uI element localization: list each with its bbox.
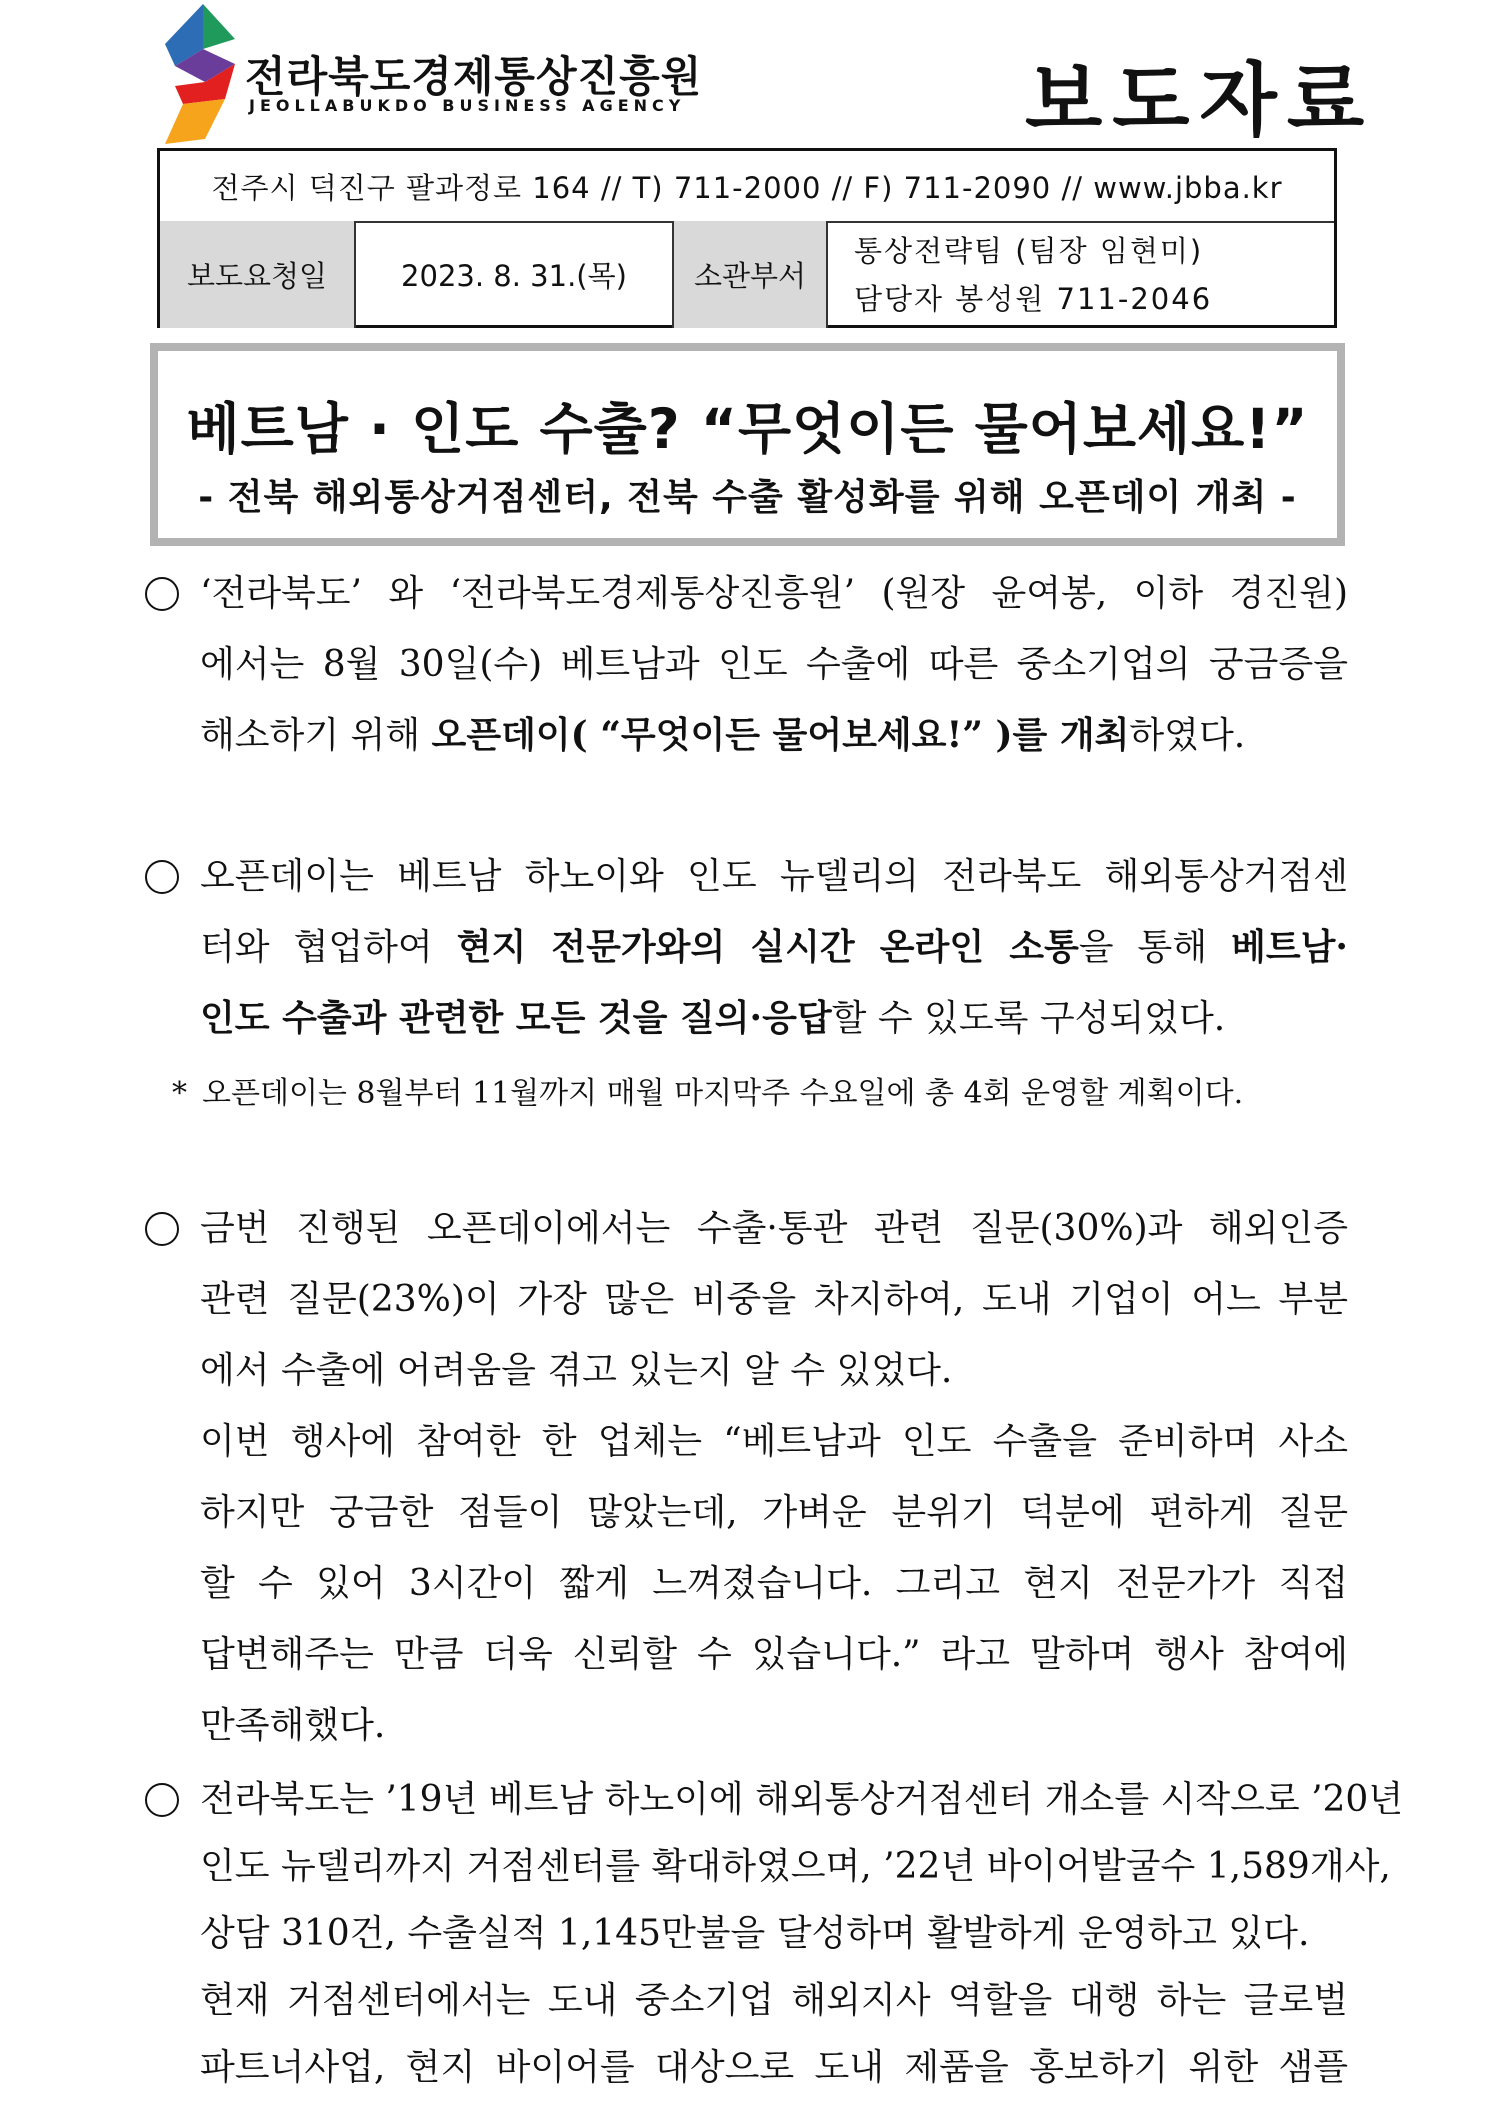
p1-line-3c: 하였다. xyxy=(1129,715,1246,756)
p4-line-5: 파트너사업, 현지 바이어를 대상으로 도내 제품을 홍보하기 위한 샘플 xyxy=(200,2047,1348,2088)
p2-line-2b: 현지 전문가와의 실시간 온라인 소통 xyxy=(456,926,1079,968)
p2-line-2d: 베트남· xyxy=(1231,926,1348,968)
p4-line-3: 상담 310건, 수출실적 1,145만불을 달성하며 활발하게 운영하고 있다. xyxy=(200,1913,1310,1954)
bullet-circle-icon xyxy=(145,860,179,894)
p2-line-3b: 할 수 있도록 구성되었다. xyxy=(831,998,1226,1039)
subhead: - 전북 해외통상거점센터, 전북 수출 활성화를 위해 오픈데이 개최 - xyxy=(198,477,1297,518)
p2-line-3 xyxy=(200,990,1348,1041)
headline: 베트남 · 인도 수출? “무엇이든 물어보세요!” xyxy=(186,397,1309,461)
p4-line-1: 전라북도는 ’19년 베트남 하노이에 해외통상거점센터 개소를 시작으로 ’20년 xyxy=(200,1779,1404,1820)
dept-label: 소관부서 xyxy=(674,221,828,328)
p4-line-2: 인도 뉴델리까지 거점센터를 확대하였으며, ’22년 바이어발굴수 1,589개사, xyxy=(200,1846,1391,1887)
p3-line-1: 금번 진행된 오픈데이에서는 수출·통관 관련 질문(30%)과 해외인증 xyxy=(200,1208,1348,1249)
p4-line-4: 현재 거점센터에서는 도내 중소기업 해외지사 역할을 대행 하는 글로벌 xyxy=(200,1980,1348,2021)
dept-info xyxy=(828,221,1334,328)
p2-note-text: 오픈데이는 8월부터 11월까지 매월 마지막주 수요일에 총 4회 운영할 계획이다. xyxy=(202,1076,1244,1111)
p3-line-2: 관련 질문(23%)이 가장 많은 비중을 차지하여, 도내 기업이 어느 부분 xyxy=(200,1279,1348,1320)
p2-line-2 xyxy=(200,919,1348,970)
dept-team: 통상전략팀 (팀장 임현미) xyxy=(854,234,1204,268)
doc-type-title: 보도자료 xyxy=(1025,54,1375,147)
info-table xyxy=(157,148,1337,328)
p2-line-2a: 터와 협업하여 xyxy=(200,927,457,968)
note-asterisk: * xyxy=(172,1076,187,1111)
p3-line-8: 만족해했다. xyxy=(200,1705,386,1746)
p3-line-3: 에서 수출에 어려움을 겪고 있는지 알 수 있었다. xyxy=(200,1350,953,1391)
p2-note xyxy=(172,1068,1243,1112)
agency-logo xyxy=(165,4,805,144)
p1-line-3 xyxy=(200,707,1348,758)
org-name-kr: 전라북도경제통상진흥원 xyxy=(245,52,703,101)
bullet-circle-icon xyxy=(145,577,179,611)
contact-line: 전주시 덕진구 팔과정로 164 // T) 711-2000 // F) 711-2090 // www.jbba.kr xyxy=(160,151,1334,223)
p3-line-6: 할 수 있어 3시간이 짧게 느껴졌습니다. 그리고 현지 전문가가 직접 xyxy=(200,1563,1348,1604)
bullet-circle-icon xyxy=(145,1783,179,1817)
p3-line-7: 답변해주는 만큼 더욱 신뢰할 수 있습니다.” 라고 말하며 행사 참여에 xyxy=(200,1634,1348,1675)
request-date-value: 2023. 8. 31.(목) xyxy=(356,221,674,328)
p3-line-5: 하지만 궁금한 점들이 많았는데, 가벼운 분위기 덕분에 편하게 질문 xyxy=(200,1492,1348,1533)
request-date-label: 보도요청일 xyxy=(160,221,356,328)
p1-line-3a: 해소하기 위해 xyxy=(200,715,432,756)
org-name-en: JEOLLABUKDO BUSINESS AGENCY xyxy=(249,96,686,115)
title-box xyxy=(150,343,1345,546)
p1-line-2: 에서는 8월 30일(수) 베트남과 인도 수출에 따른 중소기업의 궁금증을 xyxy=(200,644,1348,685)
p1-line-3b: 오픈데이( “무엇이든 물어보세요!” )를 개최 xyxy=(431,714,1130,756)
p3-line-4: 이번 행사에 참여한 한 업체는 “베트남과 인도 수출을 준비하며 사소 xyxy=(200,1421,1348,1462)
p1-line-1: ‘전라북도’ 와 ‘전라북도경제통상진흥원’ (원장 윤여봉, 이하 경진원) xyxy=(200,573,1348,614)
agency-logo-mark-icon xyxy=(165,4,240,144)
p2-line-2c: 을 통해 xyxy=(1078,927,1232,968)
dept-contact: 담당자 봉성원 711-2046 xyxy=(854,282,1213,316)
p2-line-3a: 인도 수출과 관련한 모든 것을 질의·응답 xyxy=(200,997,832,1039)
bullet-circle-icon xyxy=(145,1212,179,1246)
p2-line-1: 오픈데이는 베트남 하노이와 인도 뉴델리의 전라북도 해외통상거점센 xyxy=(200,856,1348,897)
